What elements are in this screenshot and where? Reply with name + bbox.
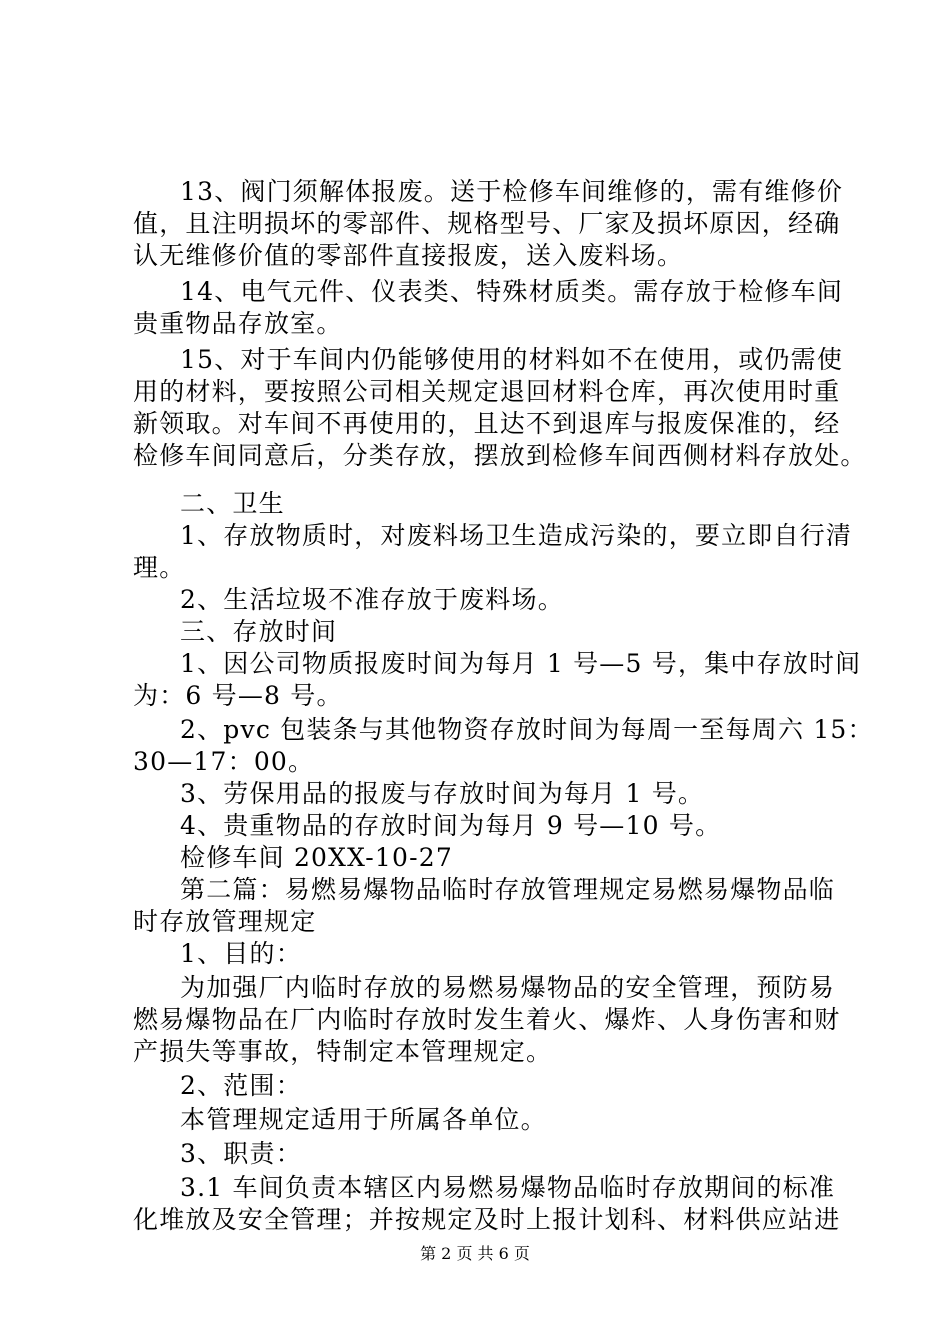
document-line: 3.1 车间负责本辖区内易燃易爆物品临时存放期间的标准 xyxy=(180,1173,836,1202)
document-line: 本管理规定适用于所属各单位。 xyxy=(180,1105,547,1134)
document-line: 认无维修价值的零部件直接报废，送入废料场。 xyxy=(133,241,684,270)
document-line: 检修车间同意后，分类存放，摆放到检修车间西侧材料存放处。 xyxy=(133,441,867,470)
document-line: 2、生活垃圾不准存放于废料场。 xyxy=(180,585,564,614)
document-line: 13、阀门须解体报废。送于检修车间维修的，需有维修价 xyxy=(180,177,844,206)
document-line: 14、电气元件、仪表类、特殊材质类。需存放于检修车间 xyxy=(180,277,844,306)
document-line: 化堆放及安全管理；并按规定及时上报计划科、材料供应站进 xyxy=(133,1205,841,1234)
document-line: 新领取。对车间不再使用的，且达不到退库与报废保准的，经 xyxy=(133,409,841,438)
document-line: 时存放管理规定 xyxy=(133,907,317,936)
document-line: 30—17：00。 xyxy=(133,747,315,776)
document-line: 3、劳保用品的报废与存放时间为每月 1 号。 xyxy=(180,779,705,808)
document-line: 15、对于车间内仍能够使用的材料如不在使用，或仍需使 xyxy=(180,345,844,374)
document-line: 贵重物品存放室。 xyxy=(133,309,343,338)
document-line: 值，且注明损坏的零部件、规格型号、厂家及损坏原因，经确 xyxy=(133,209,841,238)
document-line: 产损失等事故，特制定本管理规定。 xyxy=(133,1037,553,1066)
document-line: 燃易爆物品在厂内临时存放时发生着火、爆炸、人身伤害和财 xyxy=(133,1005,841,1034)
document-line: 1、因公司物质报废时间为每月 1 号—5 号，集中存放时间 xyxy=(180,649,862,678)
document-line: 2、范围： xyxy=(180,1071,302,1100)
document-line: 2、pvc 包装条与其他物资存放时间为每周一至每周六 15： xyxy=(180,715,874,744)
document-line: 4、贵重物品的存放时间为每月 9 号—10 号。 xyxy=(180,811,722,840)
document-line: 1、目的： xyxy=(180,939,302,968)
document-line: 为加强厂内临时存放的易燃易爆物品的安全管理，预防易 xyxy=(180,973,836,1002)
document-line: 理。 xyxy=(133,553,186,582)
document-line: 二、卫生 xyxy=(180,489,285,518)
document-line: 1、存放物质时，对废料场卫生造成污染的，要立即自行清 xyxy=(180,521,853,550)
document-line: 三、存放时间 xyxy=(180,617,338,646)
document-line: 检修车间 20XX-10-27 xyxy=(180,843,453,872)
document-line: 3、职责： xyxy=(180,1139,302,1168)
document-line: 用的材料，要按照公司相关规定退回材料仓库，再次使用时重 xyxy=(133,377,841,406)
document-line: 为：6 号—8 号。 xyxy=(133,681,343,710)
page-footer: 第 2 页 共 6 页 xyxy=(420,1244,530,1263)
document-line: 第二篇：易燃易爆物品临时存放管理规定易燃易爆物品临 xyxy=(180,875,836,904)
